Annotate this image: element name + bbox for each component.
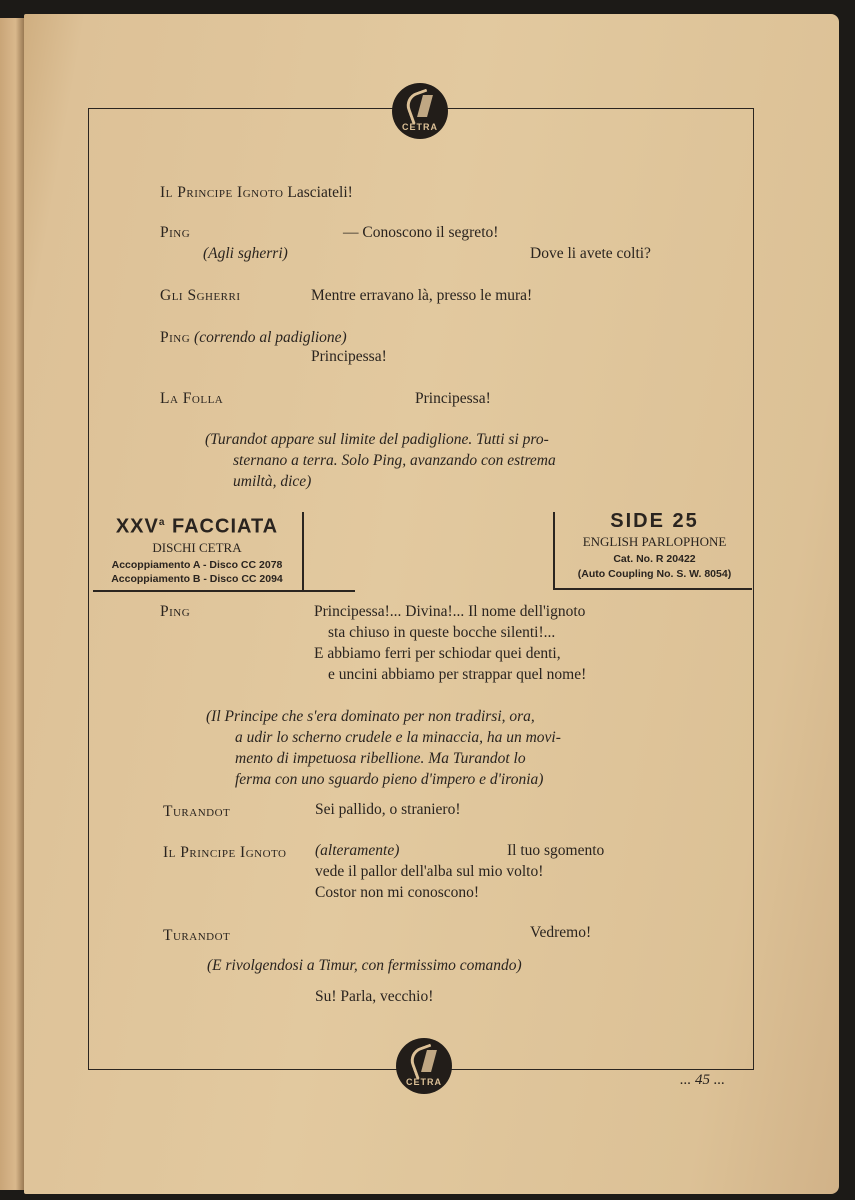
dialogue-line: Principessa!... Divina!... Il nome dell'ignoto	[314, 603, 586, 620]
dialogue-line: Sei pallido, o straniero!	[315, 801, 461, 818]
side-left-line-a: Accoppiamento A - Disco CC 2078	[111, 558, 283, 571]
stage-direction: a udir lo scherno crudele e la minaccia, ha un movi-	[235, 729, 561, 746]
stage-direction: (alteramente)	[315, 842, 400, 859]
side-left-block	[93, 510, 301, 586]
stage-direction: mento di impetuosa ribellione. Ma Turandot lo	[235, 750, 526, 767]
side-right-label: ENGLISH PARLOPHONE	[582, 534, 727, 549]
divider	[553, 512, 555, 589]
stage-direction: umiltà, dice)	[233, 473, 312, 490]
speaker-name: Ping	[160, 329, 191, 346]
side-left-sup: a	[158, 517, 166, 528]
side-left-title: XXV	[115, 515, 159, 538]
stage-direction: (E rivolgendosi a Timur, con fermissimo comando)	[207, 957, 522, 974]
dialogue-line: Lasciateli!	[287, 184, 353, 201]
dialogue-line: vede il pallor dell'alba sul mio volto!	[315, 863, 544, 880]
side-right-coupling: (Auto Coupling No. S. W. 8054)	[577, 568, 732, 580]
dialogue-line: E abbiamo ferri per schiodar quei denti,	[314, 645, 561, 662]
side-right-title: SIDE 25	[610, 510, 699, 532]
logo-label: CETRA	[402, 122, 438, 132]
stage-direction: (Il Principe che s'era dominato per non tradirsi, ora,	[206, 708, 535, 725]
divider	[93, 590, 355, 592]
side-left-title2: FACCIATA	[165, 515, 279, 538]
stage-direction: ferma con uno sguardo pieno d'impero e d'ironia)	[235, 771, 544, 788]
speaker-name: Gli Sgherri	[160, 287, 241, 304]
speaker-name: Turandot	[163, 927, 231, 944]
stage-direction: (Agli sgherri)	[203, 245, 288, 262]
dialogue-line: Dove li avete colti?	[530, 245, 651, 262]
book-spine	[0, 18, 26, 1190]
dialogue-line: Principessa!	[415, 390, 491, 407]
divider	[302, 512, 304, 592]
dialogue-line: sta chiuso in queste bocche silenti!...	[328, 624, 556, 641]
speaker-name: Ping	[160, 224, 191, 241]
stage-direction: (Turandot appare sul limite del padiglione. Tutti si pro-	[205, 431, 549, 448]
page-number: ... 45 ...	[680, 1072, 725, 1088]
speaker-name: Turandot	[163, 803, 231, 820]
side-left-label: DISCHI CETRA	[152, 539, 242, 555]
stage-direction: (correndo al padiglione)	[194, 329, 347, 346]
dialogue-line: Principessa!	[311, 348, 387, 365]
logo-label: CETRA	[406, 1077, 442, 1087]
dialogue-line: Il tuo sgomento	[507, 842, 605, 859]
stage-direction: sternano a terra. Solo Ping, avanzando con estrema	[233, 452, 556, 469]
side-right-block	[557, 508, 752, 582]
side-left-line-b: Accoppiamento B - Disco CC 2094	[111, 572, 283, 585]
speaker-name: Ping	[160, 603, 191, 620]
side-right-cat: Cat. No. R 20422	[613, 553, 696, 565]
speaker-name: La Folla	[160, 390, 224, 407]
dialogue-line: Su! Parla, vecchio!	[315, 988, 434, 1005]
dialogue-line: Mentre erravano là, presso le mura!	[311, 287, 533, 304]
dialogue-line: Costor non mi conoscono!	[315, 884, 480, 901]
dialogue-line: Vedremo!	[530, 924, 592, 941]
dialogue-line: e uncini abbiamo per strappar quel nome!	[328, 666, 587, 683]
divider	[553, 588, 752, 590]
speaker-name: Il Principe Ignoto	[160, 184, 284, 201]
dialogue-line: — Conoscono il segreto!	[343, 224, 499, 241]
cetra-logo-top	[392, 83, 448, 139]
cetra-logo-bottom	[396, 1038, 452, 1094]
speaker-name: Il Principe Ignoto	[163, 844, 287, 861]
